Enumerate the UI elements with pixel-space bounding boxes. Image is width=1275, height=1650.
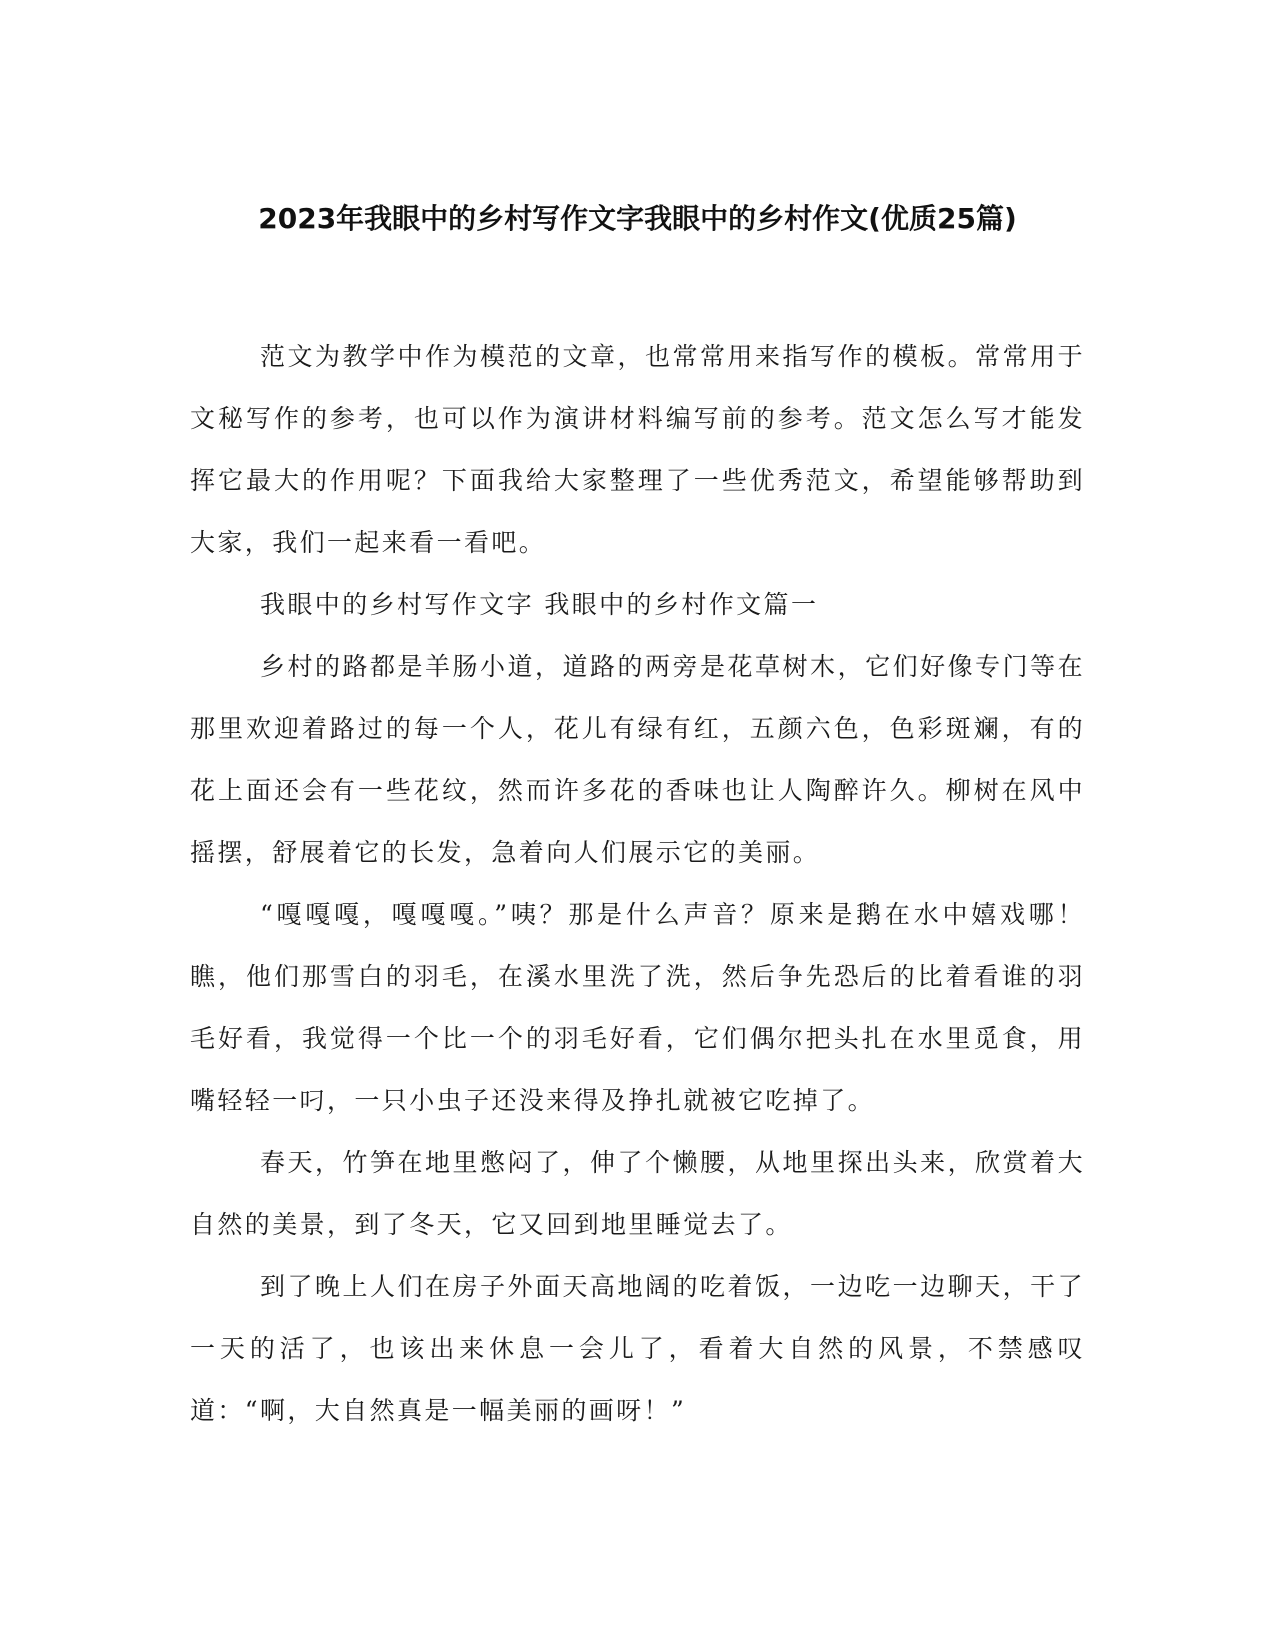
intro-paragraph: 范文为教学中作为模范的文章，也常常用来指写作的模板。常常用于文秘写作的参考，也可以作为演讲材料编写前的参考。范文怎么写才能发挥它最大的作用呢？下面我给大家整理了一些优秀范文，希望能够帮助到大家，我们一起来看一看吧。	[190, 342, 1085, 557]
body-paragraph: 春天，竹笋在地里憋闷了，伸了个懒腰，从地里探出头来，欣赏着大自然的美景，到了冬天，它又回到地里睡觉去了。	[190, 1148, 1085, 1239]
body-paragraph: 到了晚上人们在房子外面天高地阔的吃着饭，一边吃一边聊天，干了一天的活了，也该出来休息一会儿了，看着大自然的风景，不禁感叹道：“啊，大自然真是一幅美丽的画呀！”	[190, 1272, 1085, 1425]
body-paragraph: 乡村的路都是羊肠小道，道路的两旁是花草树木，它们好像专门等在那里欢迎着路过的每一个人，花儿有绿有红，五颜六色，色彩斑斓，有的花上面还会有一些花纹，然而许多花的香味也让人陶醉许久。柳树在风中摇摆，舒展着它的长发，急着向人们展示它的美丽。	[190, 652, 1085, 867]
document-title: 2023年我眼中的乡村写作文字我眼中的乡村作文(优质25篇)	[258, 201, 1017, 235]
body-paragraph: “嘎嘎嘎，嘎嘎嘎。”咦？那是什么声音？原来是鹅在水中嬉戏哪！瞧，他们那雪白的羽毛，在溪水里洗了洗，然后争先恐后的比着看谁的羽毛好看，我觉得一个比一个的羽毛好看，它们偶尔把头扎在水里觅食，用嘴轻轻一叼，一只小虫子还没来得及挣扎就被它吃掉了。	[190, 900, 1085, 1115]
section-heading: 我眼中的乡村写作文字 我眼中的乡村作文篇一	[260, 590, 819, 619]
